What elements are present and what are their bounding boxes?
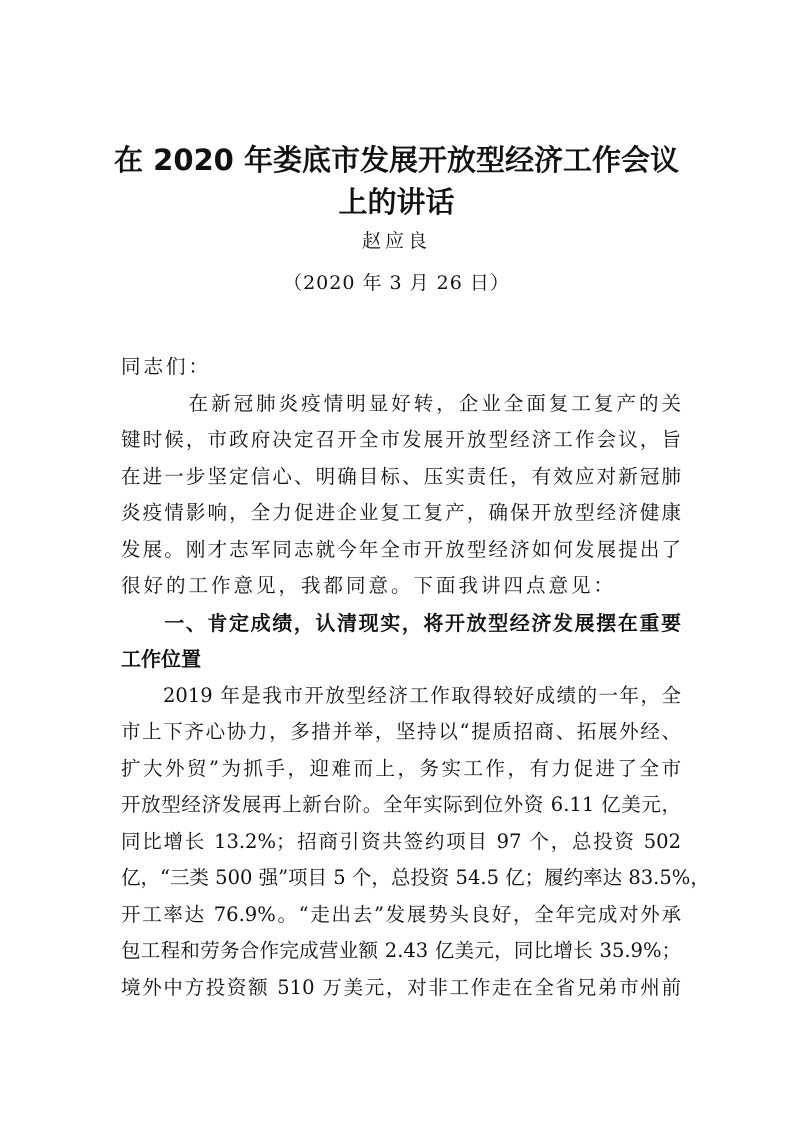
body-line: 境外中方投资额 510 万美元，对非工作走在全省兄弟市州前 [121, 976, 681, 999]
body-line: 同比增长 13.2%；招商引资共签约项目 97 个，总投资 502 [121, 830, 681, 853]
intro-line: 键时候，市政府决定召开全市发展开放型经济工作会议，旨 [121, 428, 681, 451]
body-line: 亿，“三类 500 强”项目 5 个，总投资 54.5 亿；履约率达 83.5%， [121, 866, 710, 889]
intro-line: 很好的工作意见，我都同意。下面我讲四点意见： [121, 574, 617, 597]
body-line: 包工程和劳务合作完成营业额 2.43 亿美元，同比增长 35.9%； [121, 939, 681, 962]
author-name: 赵应良 [361, 230, 431, 252]
salutation: 同志们： [121, 355, 212, 378]
intro-line: 在新冠肺炎疫情明显好转，企业全面复工复产的关 [121, 392, 681, 415]
intro-line: 发展。刚才志军同志就今年全市开放型经济如何发展提出了 [121, 538, 681, 561]
body-line: 2019 年是我市开放型经济工作取得较好成绩的一年，全 [121, 684, 681, 707]
section-heading-line-1: 一、肯定成绩，认清现实，将开放型经济发展摆在重要 [121, 611, 681, 635]
intro-line: 炎疫情影响，全力促进企业复工复产，确保开放型经济健康 [121, 501, 681, 524]
section-heading-line-2: 工作位置 [121, 647, 201, 671]
document-title-line-1: 在 2020 年娄底市发展开放型经济工作会议 [114, 143, 679, 177]
speech-date: （2020 年 3 月 26 日） [283, 272, 510, 294]
body-line: 开工率达 76.9%。“走出去”发展势头良好，全年完成对外承 [121, 903, 681, 926]
intro-line: 在进一步坚定信心、明确目标、压实责任，有效应对新冠肺 [121, 465, 681, 488]
body-line: 市上下齐心协力，多措并举，坚持以“提质招商、拓展外经、 [121, 720, 681, 743]
body-line: 扩大外贸”为抓手，迎难而上，务实工作，有力促进了全市 [121, 757, 681, 780]
document-title-line-2: 上的讲话 [338, 185, 455, 219]
body-line: 开放型经济发展再上新台阶。全年实际到位外资 6.11 亿美元， [121, 793, 681, 816]
